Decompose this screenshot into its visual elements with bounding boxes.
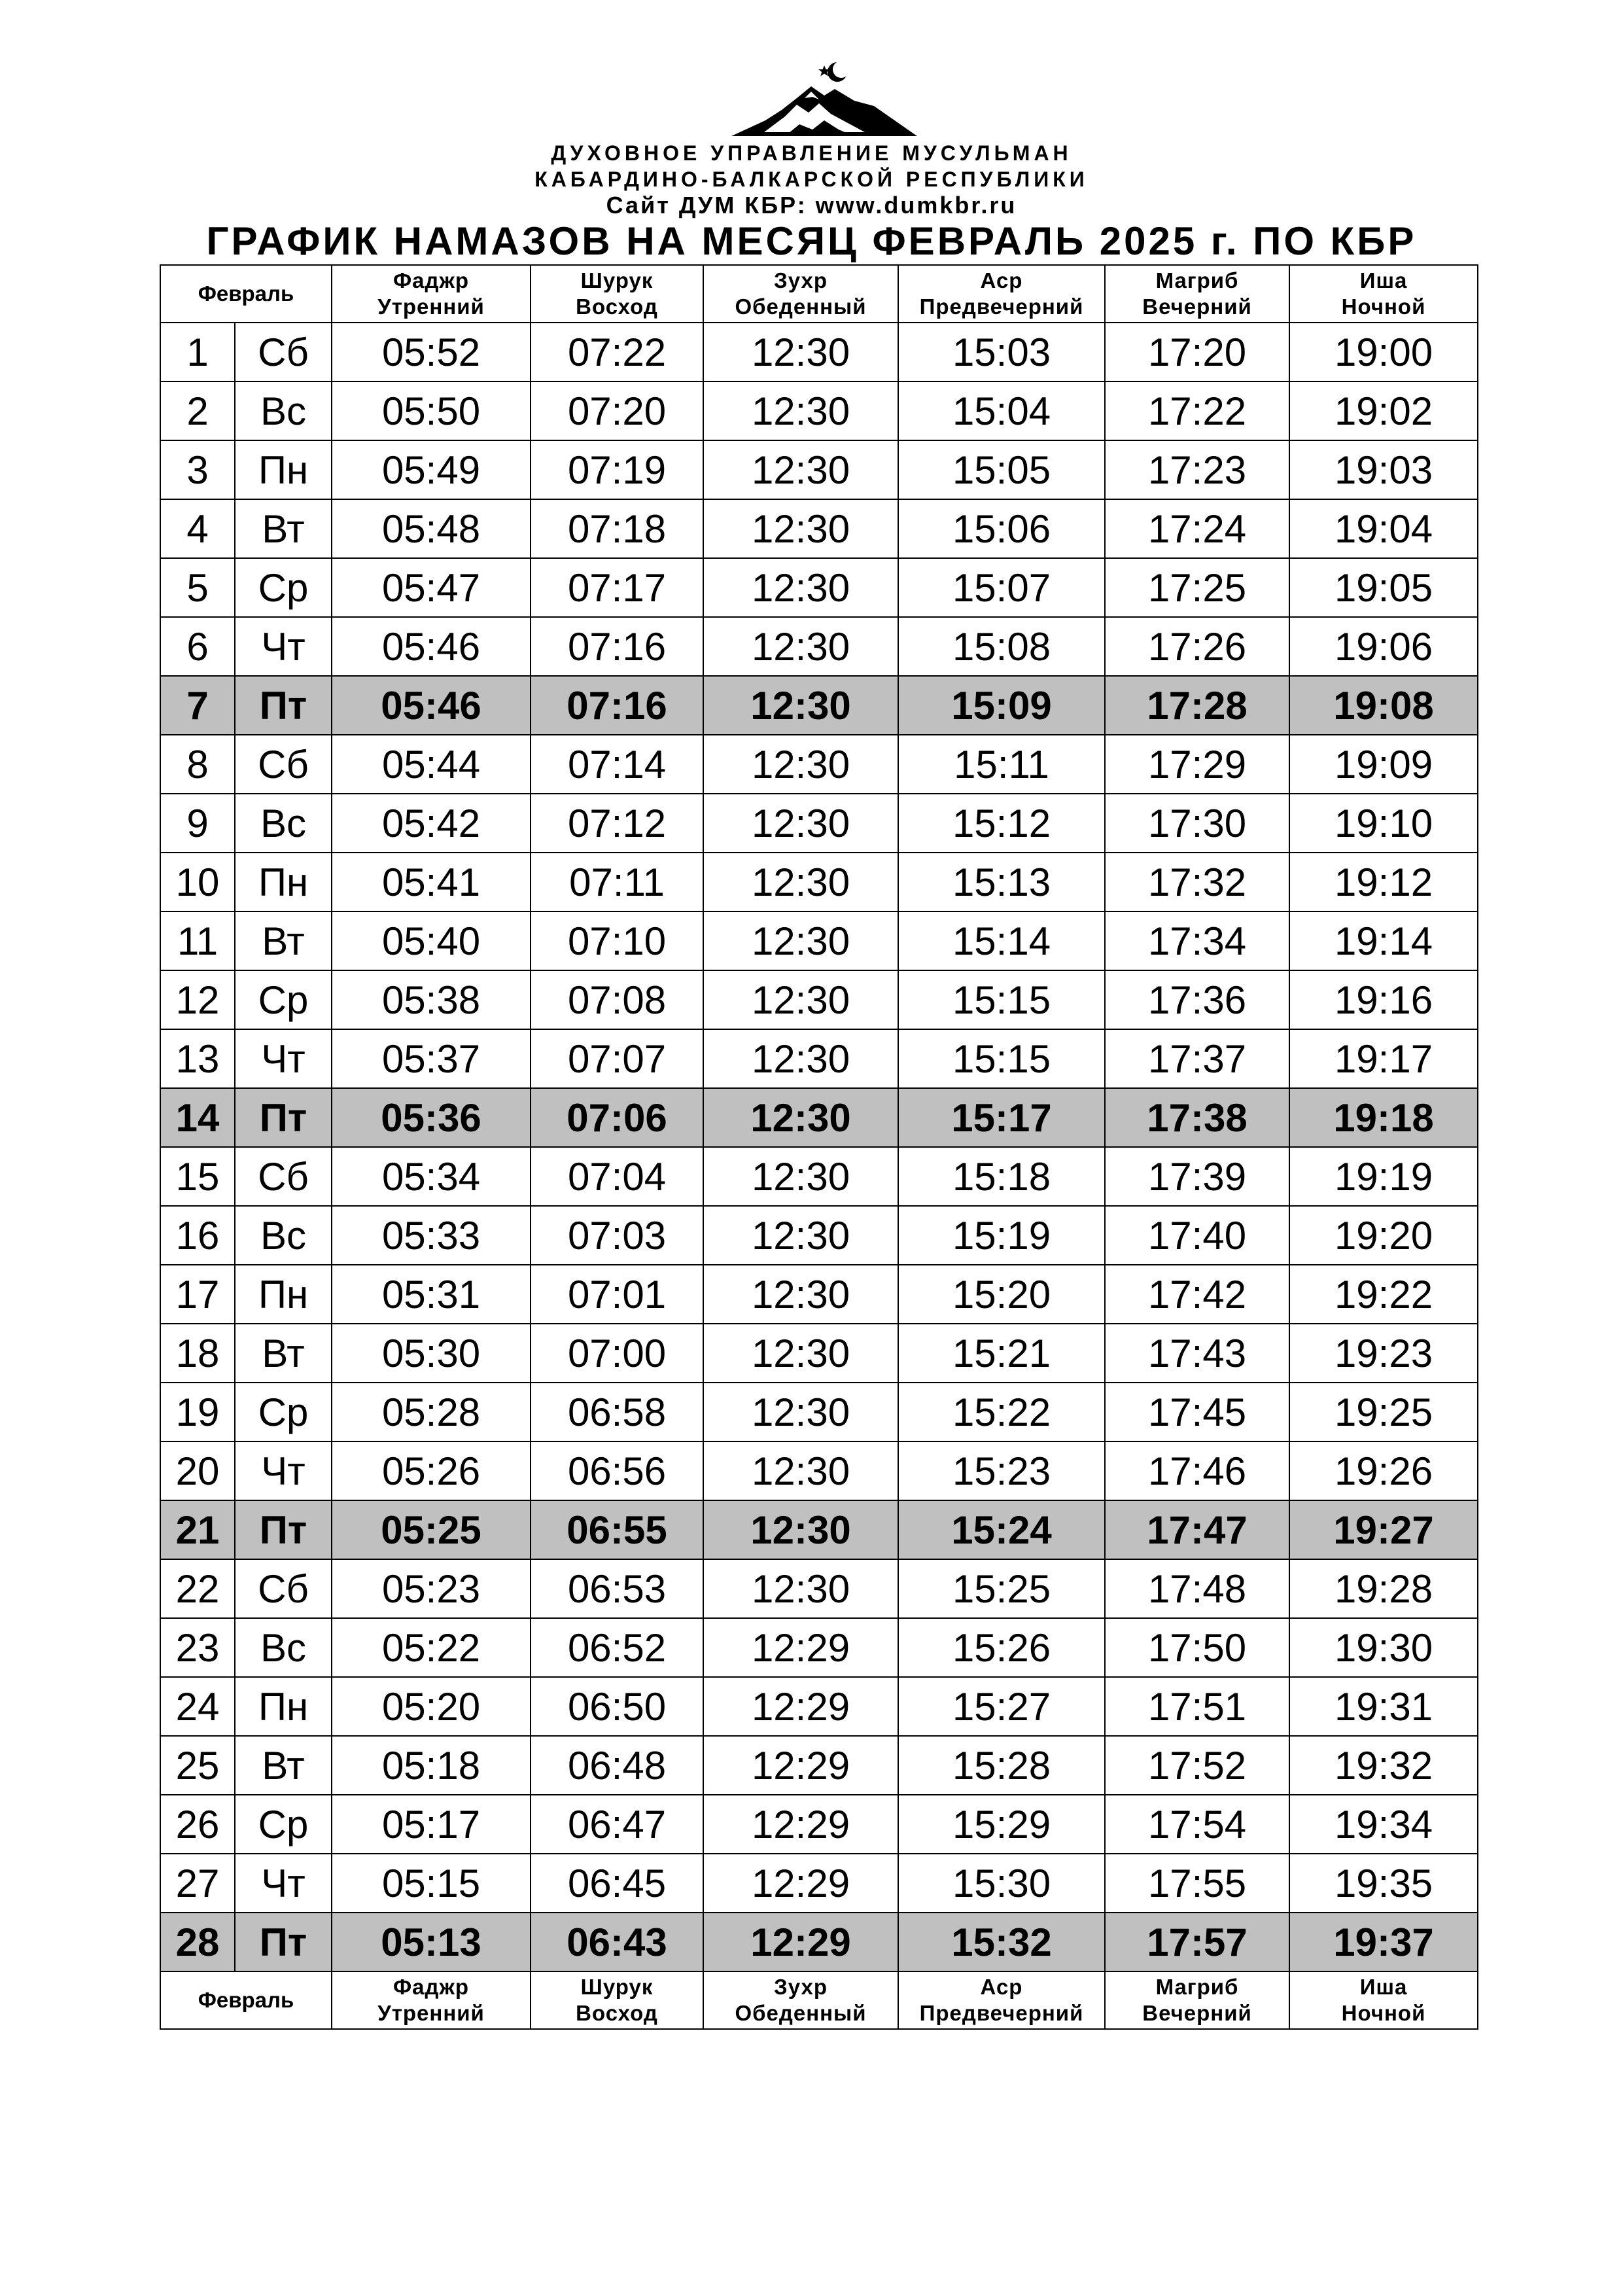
column-header-maghrib-line2: Вечерний xyxy=(1142,294,1252,319)
cell-asr: 15:27 xyxy=(898,1677,1105,1736)
table-row xyxy=(160,617,1478,676)
cell-zuhr: 12:29 xyxy=(703,1913,898,1971)
cell-fajr: 05:46 xyxy=(332,676,531,735)
cell-asr: 15:05 xyxy=(898,440,1105,499)
column-header-maghrib-line1: Магриб xyxy=(1155,268,1239,292)
cell-maghrib: 17:42 xyxy=(1105,1265,1289,1324)
table-row xyxy=(160,499,1478,558)
table-row xyxy=(160,1265,1478,1324)
column-header-asr xyxy=(898,265,1105,323)
table-row xyxy=(160,323,1478,381)
cell-maghrib: 17:36 xyxy=(1105,970,1289,1029)
cell-fajr: 05:15 xyxy=(332,1854,531,1913)
cell-zuhr: 12:30 xyxy=(703,676,898,735)
cell-fajr: 05:46 xyxy=(332,617,531,676)
cell-isha: 19:28 xyxy=(1289,1559,1478,1618)
cell-shuruq: 07:16 xyxy=(531,617,703,676)
cell-shuruq: 06:53 xyxy=(531,1559,703,1618)
cell-asr: 15:15 xyxy=(898,1029,1105,1088)
cell-fajr: 05:30 xyxy=(332,1324,531,1383)
cell-zuhr: 12:30 xyxy=(703,1559,898,1618)
cell-shuruq: 06:48 xyxy=(531,1736,703,1795)
cell-isha: 19:18 xyxy=(1289,1088,1478,1147)
cell-zuhr: 12:30 xyxy=(703,499,898,558)
table-row xyxy=(160,735,1478,794)
column-header-fajr xyxy=(332,265,531,323)
cell-wd: Сб xyxy=(235,323,332,381)
cell-zuhr: 12:30 xyxy=(703,381,898,440)
table-row xyxy=(160,1147,1478,1206)
table-row xyxy=(160,1677,1478,1736)
column-header-shuruq-line2: Восход xyxy=(576,2001,658,2025)
column-header-zuhr-line1: Зухр xyxy=(774,268,828,292)
mountain-crescent-logo xyxy=(726,58,922,139)
cell-day: 11 xyxy=(160,911,235,970)
cell-isha: 19:02 xyxy=(1289,381,1478,440)
cell-day: 16 xyxy=(160,1206,235,1265)
cell-wd: Пт xyxy=(235,1913,332,1971)
cell-asr: 15:04 xyxy=(898,381,1105,440)
cell-zuhr: 12:30 xyxy=(703,911,898,970)
cell-fajr: 05:25 xyxy=(332,1500,531,1559)
cell-shuruq: 07:08 xyxy=(531,970,703,1029)
page-title: ГРАФИК НАМАЗОВ НА МЕСЯЦ ФЕВРАЛЬ 2025 г. ПО КБР xyxy=(206,219,1417,263)
column-header-zuhr-line1: Зухр xyxy=(774,1975,828,1999)
cell-fajr: 05:34 xyxy=(332,1147,531,1206)
cell-maghrib: 17:37 xyxy=(1105,1029,1289,1088)
table-row xyxy=(160,1324,1478,1383)
cell-asr: 15:07 xyxy=(898,558,1105,617)
cell-wd: Вт xyxy=(235,911,332,970)
table-row xyxy=(160,440,1478,499)
table-row xyxy=(160,1088,1478,1147)
cell-wd: Сб xyxy=(235,1147,332,1206)
cell-shuruq: 07:18 xyxy=(531,499,703,558)
cell-maghrib: 17:40 xyxy=(1105,1206,1289,1265)
column-header-shuruq xyxy=(531,1971,703,2029)
cell-asr: 15:09 xyxy=(898,676,1105,735)
organization-name-line1: ДУХОВНОЕ УПРАВЛЕНИЕ МУСУЛЬМАН xyxy=(551,141,1072,165)
table-row xyxy=(160,1441,1478,1500)
column-header-zuhr-line2: Обеденный xyxy=(735,2001,867,2025)
cell-maghrib: 17:22 xyxy=(1105,381,1289,440)
cell-isha: 19:05 xyxy=(1289,558,1478,617)
cell-isha: 19:09 xyxy=(1289,735,1478,794)
cell-isha: 19:14 xyxy=(1289,911,1478,970)
cell-shuruq: 07:07 xyxy=(531,1029,703,1088)
cell-zuhr: 12:29 xyxy=(703,1854,898,1913)
column-header-isha-line2: Ночной xyxy=(1341,2001,1426,2025)
cell-maghrib: 17:38 xyxy=(1105,1088,1289,1147)
cell-asr: 15:21 xyxy=(898,1324,1105,1383)
cell-shuruq: 07:06 xyxy=(531,1088,703,1147)
cell-asr: 15:25 xyxy=(898,1559,1105,1618)
column-header-month: Февраль xyxy=(160,1971,332,2029)
cell-wd: Чт xyxy=(235,617,332,676)
cell-asr: 15:32 xyxy=(898,1913,1105,1971)
table-row xyxy=(160,1795,1478,1854)
cell-asr: 15:28 xyxy=(898,1736,1105,1795)
cell-day: 25 xyxy=(160,1736,235,1795)
column-header-asr-line2: Предвечерний xyxy=(919,2001,1084,2025)
cell-asr: 15:24 xyxy=(898,1500,1105,1559)
table-row xyxy=(160,1029,1478,1088)
cell-isha: 19:22 xyxy=(1289,1265,1478,1324)
cell-wd: Вт xyxy=(235,1736,332,1795)
cell-zuhr: 12:30 xyxy=(703,1265,898,1324)
prayer-schedule-table xyxy=(160,264,1478,2030)
cell-fajr: 05:20 xyxy=(332,1677,531,1736)
cell-zuhr: 12:30 xyxy=(703,1029,898,1088)
cell-shuruq: 06:56 xyxy=(531,1441,703,1500)
website-line: Сайт ДУМ КБР: www.dumkbr.ru xyxy=(606,192,1017,219)
cell-maghrib: 17:26 xyxy=(1105,617,1289,676)
cell-maghrib: 17:52 xyxy=(1105,1736,1289,1795)
cell-zuhr: 12:29 xyxy=(703,1677,898,1736)
cell-wd: Ср xyxy=(235,1795,332,1854)
cell-day: 12 xyxy=(160,970,235,1029)
cell-shuruq: 07:16 xyxy=(531,676,703,735)
cell-day: 17 xyxy=(160,1265,235,1324)
cell-fajr: 05:18 xyxy=(332,1736,531,1795)
cell-wd: Вс xyxy=(235,1206,332,1265)
cell-asr: 15:11 xyxy=(898,735,1105,794)
cell-asr: 15:22 xyxy=(898,1383,1105,1441)
cell-asr: 15:06 xyxy=(898,499,1105,558)
cell-asr: 15:08 xyxy=(898,617,1105,676)
cell-day: 10 xyxy=(160,853,235,911)
cell-day: 28 xyxy=(160,1913,235,1971)
cell-zuhr: 12:30 xyxy=(703,1147,898,1206)
cell-fajr: 05:40 xyxy=(332,911,531,970)
cell-isha: 19:17 xyxy=(1289,1029,1478,1088)
cell-zuhr: 12:30 xyxy=(703,440,898,499)
cell-zuhr: 12:30 xyxy=(703,323,898,381)
column-header-maghrib xyxy=(1105,1971,1289,2029)
cell-wd: Чт xyxy=(235,1029,332,1088)
column-header-isha-line1: Иша xyxy=(1359,268,1408,292)
cell-shuruq: 07:14 xyxy=(531,735,703,794)
table-row xyxy=(160,558,1478,617)
cell-isha: 19:30 xyxy=(1289,1618,1478,1677)
table-body xyxy=(160,265,1478,2029)
cell-maghrib: 17:24 xyxy=(1105,499,1289,558)
cell-maghrib: 17:29 xyxy=(1105,735,1289,794)
cell-day: 26 xyxy=(160,1795,235,1854)
cell-fajr: 05:31 xyxy=(332,1265,531,1324)
cell-shuruq: 07:10 xyxy=(531,911,703,970)
cell-day: 2 xyxy=(160,381,235,440)
cell-asr: 15:03 xyxy=(898,323,1105,381)
cell-isha: 19:34 xyxy=(1289,1795,1478,1854)
column-header-asr xyxy=(898,1971,1105,2029)
cell-maghrib: 17:46 xyxy=(1105,1441,1289,1500)
cell-zuhr: 12:30 xyxy=(703,1500,898,1559)
cell-wd: Пн xyxy=(235,1265,332,1324)
cell-isha: 19:32 xyxy=(1289,1736,1478,1795)
cell-maghrib: 17:51 xyxy=(1105,1677,1289,1736)
cell-shuruq: 07:11 xyxy=(531,853,703,911)
cell-fajr: 05:22 xyxy=(332,1618,531,1677)
cell-day: 20 xyxy=(160,1441,235,1500)
column-header-month: Февраль xyxy=(160,265,332,323)
cell-fajr: 05:17 xyxy=(332,1795,531,1854)
table-row xyxy=(160,1559,1478,1618)
cell-zuhr: 12:30 xyxy=(703,1206,898,1265)
cell-zuhr: 12:30 xyxy=(703,794,898,853)
cell-isha: 19:23 xyxy=(1289,1324,1478,1383)
cell-shuruq: 06:52 xyxy=(531,1618,703,1677)
cell-asr: 15:17 xyxy=(898,1088,1105,1147)
cell-fajr: 05:36 xyxy=(332,1088,531,1147)
cell-zuhr: 12:30 xyxy=(703,558,898,617)
cell-wd: Пт xyxy=(235,1088,332,1147)
header-row-top xyxy=(160,265,1478,323)
cell-maghrib: 17:55 xyxy=(1105,1854,1289,1913)
cell-fajr: 05:47 xyxy=(332,558,531,617)
column-header-asr-line1: Аср xyxy=(980,1975,1023,1999)
cell-fajr: 05:23 xyxy=(332,1559,531,1618)
cell-wd: Пн xyxy=(235,853,332,911)
column-header-shuruq-line1: Шурук xyxy=(580,1975,654,1999)
cell-wd: Вт xyxy=(235,1324,332,1383)
column-header-fajr-line2: Утренний xyxy=(377,294,485,319)
cell-fajr: 05:37 xyxy=(332,1029,531,1088)
cell-day: 21 xyxy=(160,1500,235,1559)
organization-name-line2: КАБАРДИНО-БАЛКАРСКОЙ РЕСПУБЛИКИ xyxy=(534,168,1089,191)
cell-shuruq: 07:19 xyxy=(531,440,703,499)
table-row xyxy=(160,1206,1478,1265)
cell-wd: Сб xyxy=(235,735,332,794)
cell-shuruq: 06:43 xyxy=(531,1913,703,1971)
cell-isha: 19:10 xyxy=(1289,794,1478,853)
table-row xyxy=(160,794,1478,853)
table-row xyxy=(160,381,1478,440)
cell-maghrib: 17:48 xyxy=(1105,1559,1289,1618)
table-row xyxy=(160,1383,1478,1441)
cell-isha: 19:20 xyxy=(1289,1206,1478,1265)
cell-wd: Пт xyxy=(235,1500,332,1559)
cell-isha: 19:03 xyxy=(1289,440,1478,499)
cell-zuhr: 12:30 xyxy=(703,1383,898,1441)
column-header-maghrib-line2: Вечерний xyxy=(1142,2001,1252,2025)
cell-day: 27 xyxy=(160,1854,235,1913)
column-header-isha xyxy=(1289,1971,1478,2029)
column-header-shuruq-line1: Шурук xyxy=(580,268,654,292)
cell-shuruq: 07:00 xyxy=(531,1324,703,1383)
cell-isha: 19:08 xyxy=(1289,676,1478,735)
cell-fajr: 05:48 xyxy=(332,499,531,558)
table-row xyxy=(160,1913,1478,1971)
cell-asr: 15:26 xyxy=(898,1618,1105,1677)
column-header-zuhr xyxy=(703,265,898,323)
cell-day: 24 xyxy=(160,1677,235,1736)
cell-fajr: 05:50 xyxy=(332,381,531,440)
cell-isha: 19:06 xyxy=(1289,617,1478,676)
cell-day: 9 xyxy=(160,794,235,853)
cell-wd: Пт xyxy=(235,676,332,735)
cell-shuruq: 07:03 xyxy=(531,1206,703,1265)
cell-zuhr: 12:30 xyxy=(703,853,898,911)
cell-day: 18 xyxy=(160,1324,235,1383)
cell-zuhr: 12:30 xyxy=(703,970,898,1029)
column-header-asr-line1: Аср xyxy=(980,268,1023,292)
column-header-fajr-line1: Фаджр xyxy=(393,1975,470,1999)
column-header-shuruq-line2: Восход xyxy=(576,294,658,319)
cell-maghrib: 17:50 xyxy=(1105,1618,1289,1677)
column-header-shuruq xyxy=(531,265,703,323)
cell-maghrib: 17:39 xyxy=(1105,1147,1289,1206)
table-row xyxy=(160,1854,1478,1913)
cell-asr: 15:13 xyxy=(898,853,1105,911)
cell-isha: 19:37 xyxy=(1289,1913,1478,1971)
cell-zuhr: 12:29 xyxy=(703,1618,898,1677)
cell-wd: Ср xyxy=(235,970,332,1029)
cell-zuhr: 12:29 xyxy=(703,1736,898,1795)
cell-isha: 19:35 xyxy=(1289,1854,1478,1913)
cell-fajr: 05:13 xyxy=(332,1913,531,1971)
column-header-isha-line1: Иша xyxy=(1359,1975,1408,1999)
column-header-fajr-line2: Утренний xyxy=(377,2001,485,2025)
cell-asr: 15:19 xyxy=(898,1206,1105,1265)
cell-zuhr: 12:30 xyxy=(703,1324,898,1383)
cell-wd: Ср xyxy=(235,558,332,617)
cell-maghrib: 17:20 xyxy=(1105,323,1289,381)
table-row xyxy=(160,676,1478,735)
cell-day: 13 xyxy=(160,1029,235,1088)
cell-wd: Чт xyxy=(235,1441,332,1500)
cell-shuruq: 06:55 xyxy=(531,1500,703,1559)
cell-maghrib: 17:28 xyxy=(1105,676,1289,735)
cell-wd: Вс xyxy=(235,794,332,853)
cell-maghrib: 17:34 xyxy=(1105,911,1289,970)
cell-asr: 15:14 xyxy=(898,911,1105,970)
cell-isha: 19:00 xyxy=(1289,323,1478,381)
cell-shuruq: 07:04 xyxy=(531,1147,703,1206)
cell-day: 4 xyxy=(160,499,235,558)
table-row xyxy=(160,970,1478,1029)
cell-maghrib: 17:57 xyxy=(1105,1913,1289,1971)
cell-isha: 19:04 xyxy=(1289,499,1478,558)
cell-isha: 19:25 xyxy=(1289,1383,1478,1441)
cell-day: 7 xyxy=(160,676,235,735)
cell-fajr: 05:38 xyxy=(332,970,531,1029)
cell-fajr: 05:28 xyxy=(332,1383,531,1441)
cell-fajr: 05:26 xyxy=(332,1441,531,1500)
table-row xyxy=(160,911,1478,970)
column-header-asr-line2: Предвечерний xyxy=(919,294,1084,319)
cell-asr: 15:18 xyxy=(898,1147,1105,1206)
cell-maghrib: 17:43 xyxy=(1105,1324,1289,1383)
column-header-isha-line2: Ночной xyxy=(1341,294,1426,319)
cell-day: 1 xyxy=(160,323,235,381)
column-header-fajr xyxy=(332,1971,531,2029)
cell-isha: 19:12 xyxy=(1289,853,1478,911)
column-header-maghrib xyxy=(1105,265,1289,323)
cell-wd: Пн xyxy=(235,1677,332,1736)
cell-day: 3 xyxy=(160,440,235,499)
cell-wd: Сб xyxy=(235,1559,332,1618)
cell-shuruq: 06:58 xyxy=(531,1383,703,1441)
cell-fajr: 05:52 xyxy=(332,323,531,381)
cell-day: 22 xyxy=(160,1559,235,1618)
cell-asr: 15:15 xyxy=(898,970,1105,1029)
cell-zuhr: 12:29 xyxy=(703,1795,898,1854)
cell-day: 23 xyxy=(160,1618,235,1677)
cell-wd: Вт xyxy=(235,499,332,558)
cell-isha: 19:26 xyxy=(1289,1441,1478,1500)
table-row xyxy=(160,1500,1478,1559)
cell-fajr: 05:44 xyxy=(332,735,531,794)
column-header-fajr-line1: Фаджр xyxy=(393,268,470,292)
cell-shuruq: 07:01 xyxy=(531,1265,703,1324)
cell-day: 8 xyxy=(160,735,235,794)
cell-maghrib: 17:47 xyxy=(1105,1500,1289,1559)
cell-maghrib: 17:32 xyxy=(1105,853,1289,911)
cell-asr: 15:30 xyxy=(898,1854,1105,1913)
cell-maghrib: 17:30 xyxy=(1105,794,1289,853)
column-header-maghrib-line1: Магриб xyxy=(1155,1975,1239,1999)
cell-zuhr: 12:30 xyxy=(703,1441,898,1500)
cell-maghrib: 17:25 xyxy=(1105,558,1289,617)
cell-wd: Пн xyxy=(235,440,332,499)
cell-isha: 19:16 xyxy=(1289,970,1478,1029)
cell-asr: 15:29 xyxy=(898,1795,1105,1854)
cell-zuhr: 12:30 xyxy=(703,1088,898,1147)
cell-isha: 19:19 xyxy=(1289,1147,1478,1206)
cell-wd: Ср xyxy=(235,1383,332,1441)
cell-day: 15 xyxy=(160,1147,235,1206)
cell-day: 19 xyxy=(160,1383,235,1441)
cell-maghrib: 17:45 xyxy=(1105,1383,1289,1441)
cell-fajr: 05:41 xyxy=(332,853,531,911)
cell-isha: 19:27 xyxy=(1289,1500,1478,1559)
cell-wd: Вс xyxy=(235,381,332,440)
cell-fajr: 05:42 xyxy=(332,794,531,853)
cell-zuhr: 12:30 xyxy=(703,617,898,676)
cell-day: 5 xyxy=(160,558,235,617)
cell-shuruq: 06:50 xyxy=(531,1677,703,1736)
cell-day: 6 xyxy=(160,617,235,676)
column-header-isha xyxy=(1289,265,1478,323)
cell-shuruq: 07:22 xyxy=(531,323,703,381)
header-row-bottom xyxy=(160,1971,1478,2029)
cell-asr: 15:12 xyxy=(898,794,1105,853)
cell-isha: 19:31 xyxy=(1289,1677,1478,1736)
cell-asr: 15:23 xyxy=(898,1441,1105,1500)
cell-shuruq: 07:17 xyxy=(531,558,703,617)
cell-maghrib: 17:54 xyxy=(1105,1795,1289,1854)
table-row xyxy=(160,1736,1478,1795)
table-row xyxy=(160,853,1478,911)
cell-maghrib: 17:23 xyxy=(1105,440,1289,499)
cell-shuruq: 06:47 xyxy=(531,1795,703,1854)
cell-day: 14 xyxy=(160,1088,235,1147)
cell-shuruq: 06:45 xyxy=(531,1854,703,1913)
cell-wd: Чт xyxy=(235,1854,332,1913)
cell-zuhr: 12:30 xyxy=(703,735,898,794)
column-header-zuhr xyxy=(703,1971,898,2029)
table-row xyxy=(160,1618,1478,1677)
cell-shuruq: 07:12 xyxy=(531,794,703,853)
cell-wd: Вс xyxy=(235,1618,332,1677)
cell-fajr: 05:33 xyxy=(332,1206,531,1265)
column-header-zuhr-line2: Обеденный xyxy=(735,294,867,319)
cell-asr: 15:20 xyxy=(898,1265,1105,1324)
cell-fajr: 05:49 xyxy=(332,440,531,499)
cell-shuruq: 07:20 xyxy=(531,381,703,440)
